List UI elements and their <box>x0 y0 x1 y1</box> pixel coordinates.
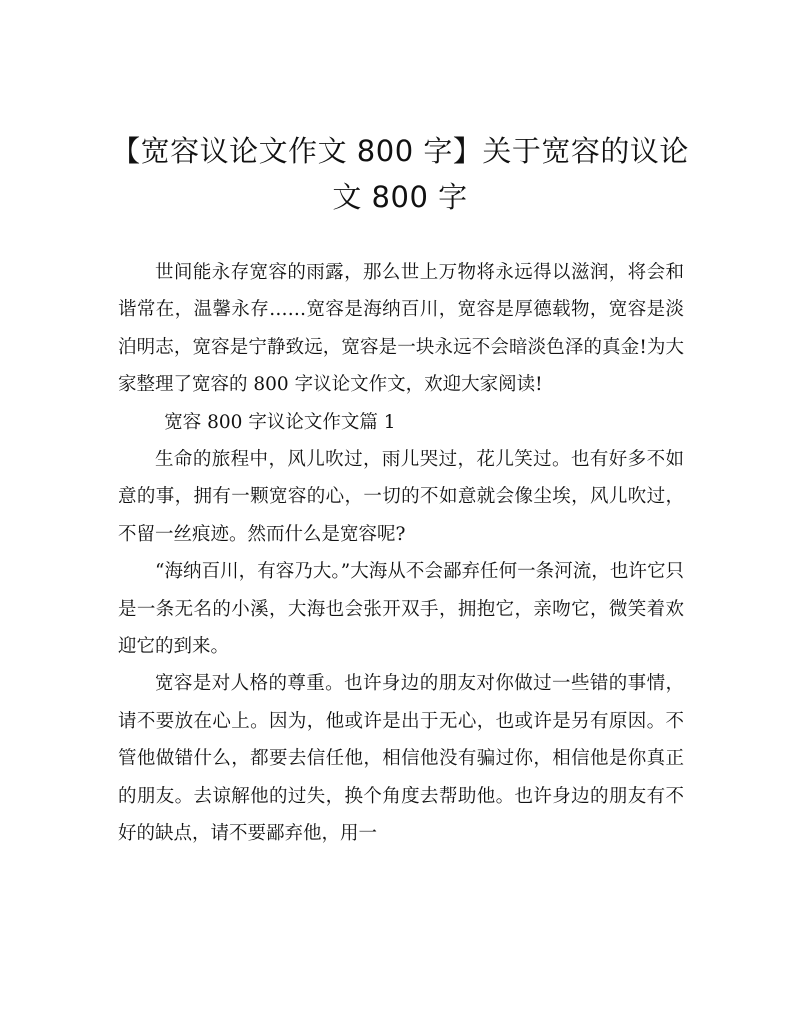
intro-paragraph: 世间能永存宽容的雨露，那么世上万物将永远得以滋润，将会和谐常在，温馨永存……宽容是海纳百川，宽容是厚德载物，宽容是淡泊明志，宽容是宁静致远，宽容是一块永远不会暗淡色泽的真金!为大家整理了宽容的 800 字议论文作文，欢迎大家阅读! <box>118 262 684 396</box>
document-body <box>118 254 684 853</box>
title-line-2: 文 800 字 <box>332 180 468 214</box>
page-title <box>100 128 700 220</box>
body-paragraph: “海纳百川，有容乃大。”大海从不会鄙弃任何一条河流，也许它只是一条无名的小溪，大海也会张开双手，拥抱它，亲吻它，微笑着欢迎它的到来。 <box>118 561 684 658</box>
title-line-1: 【宽容议论文作文 800 字】关于宽容的议论 <box>111 134 689 168</box>
essay-heading: 宽容 800 字议论文作文篇 1 <box>164 411 396 433</box>
body-paragraph: 生命的旅程中，风儿吹过，雨儿哭过，花儿笑过。也有好多不如意的事，拥有一颗宽容的心，一切的不如意就会像尘埃，风儿吹过，不留一丝痕迹。然而什么是宽容呢? <box>118 449 684 545</box>
body-paragraph: 宽容是对人格的尊重。也许身边的朋友对你做过一些错的事情，请不要放在心上。因为，他或许是出于无心，也或许是另有原因。不管他做错什么，都要去信任他，相信他没有骗过你，相信他是你真正的朋友。去谅解他的过失，换个角度去帮助他。也许身边的朋友有不好的缺点，请不要鄙弃他，用一 <box>118 673 684 845</box>
